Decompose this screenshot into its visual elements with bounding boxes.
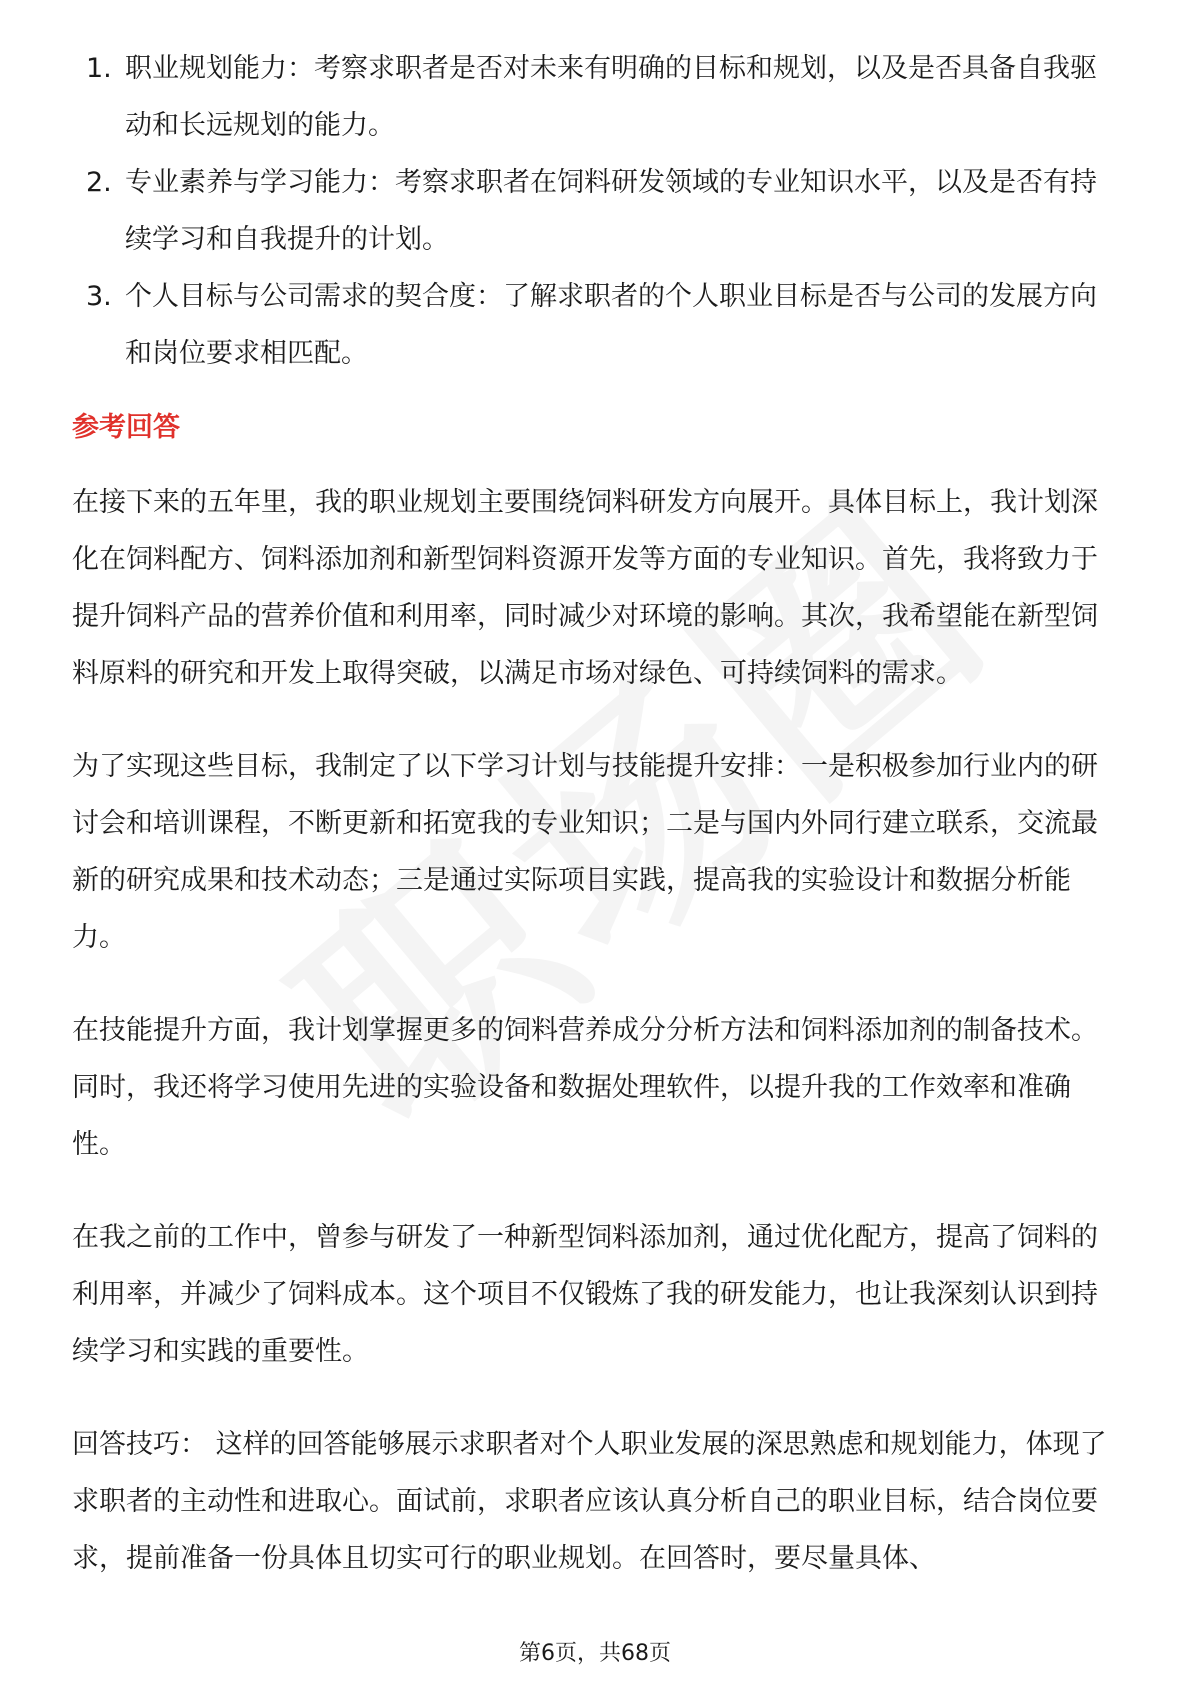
list-text: 专业素养与学习能力：考察求职者在饲料研发领域的专业知识水平，以及是否有持续学习和自我提升的计划。	[125, 167, 1097, 255]
list-number: 3.	[86, 281, 112, 312]
answer-paragraph: 在接下来的五年里，我的职业规划主要围绕饲料研发方向展开。具体目标上，我计划深化在饲料配方、饲料添加剂和新型饲料资源开发等方面的专业知识。首先，我将致力于提升饲料产品的营养价值和利用率，同时减少对环境的影响。其次，我希望能在新型饲料原料的研究和开发上取得突破，以满足市场对绿色、可持续饲料的需求。	[72, 487, 1098, 689]
tips-paragraph: 回答技巧： 这样的回答能够展示求职者对个人职业发展的深思熟虑和规划能力，体现了求职者的主动性和进取心。面试前，求职者应该认真分析自己的职业目标，结合岗位要求，提前准备一份具体且切实可行的职业规划。在回答时，要尽量具体、	[72, 1429, 1107, 1574]
list-text: 职业规划能力：考察求职者是否对未来有明确的目标和规划，以及是否具备自我驱动和长远规划的能力。	[125, 53, 1097, 141]
answer-paragraph: 在技能提升方面，我计划掌握更多的饲料营养成分分析方法和饲料添加剂的制备技术。同时，我还将学习使用先进的实验设备和数据处理软件，以提升我的工作效率和准确性。	[72, 1015, 1098, 1160]
evaluation-points-list	[72, 40, 1122, 382]
section-title: 参考回答	[72, 412, 180, 443]
list-number: 1.	[86, 53, 112, 84]
answer-paragraph: 为了实现这些目标，我制定了以下学习计划与技能提升安排：一是积极参加行业内的研讨会和培训课程，不断更新和拓宽我的专业知识；二是与国内外同行建立联系，交流最新的研究成果和技术动态；三是通过实际项目实践，提高我的实验设计和数据分析能力。	[72, 751, 1098, 953]
page-content	[72, 40, 1122, 1623]
page-number-footer: 第6页，共68页	[519, 1641, 671, 1666]
list-item	[72, 40, 1122, 154]
list-text: 个人目标与公司需求的契合度：了解求职者的个人职业目标是否与公司的发展方向和岗位要求相匹配。	[125, 281, 1097, 369]
list-item	[72, 154, 1122, 268]
answer-paragraph: 在我之前的工作中，曾参与研发了一种新型饲料添加剂，通过优化配方，提高了饲料的利用率，并减少了饲料成本。这个项目不仅锻炼了我的研发能力，也让我深刻认识到持续学习和实践的重要性。	[72, 1222, 1098, 1367]
list-number: 2.	[86, 167, 112, 198]
list-item	[72, 268, 1122, 382]
